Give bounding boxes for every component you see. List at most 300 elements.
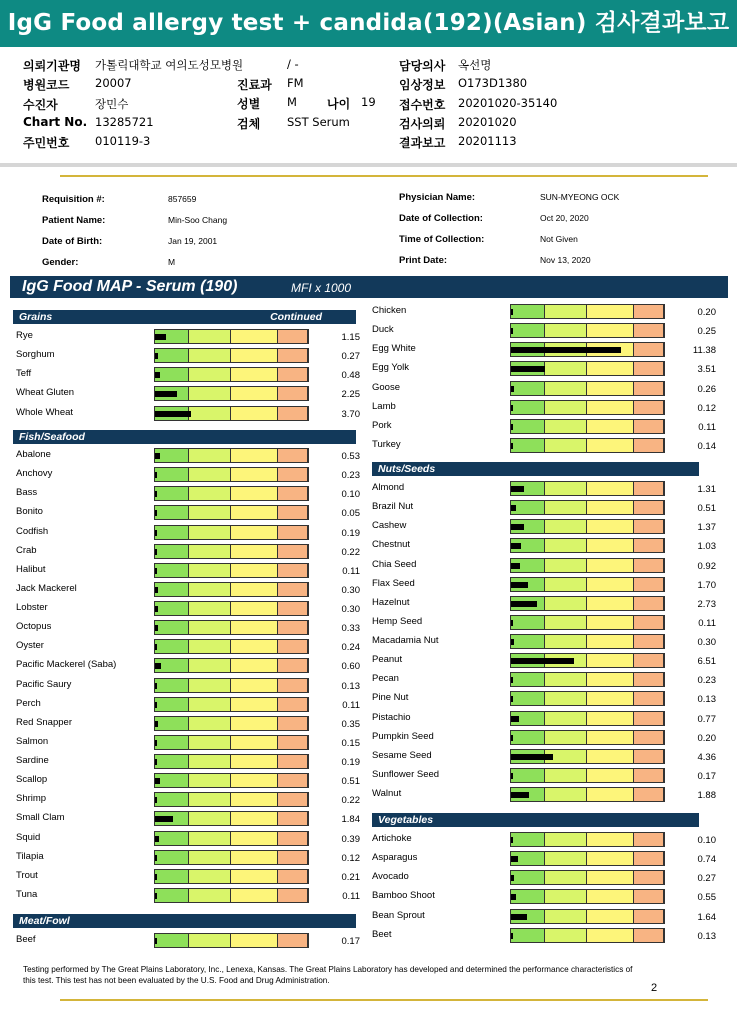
scale-zone-z3 bbox=[587, 616, 634, 629]
result-scale bbox=[510, 381, 665, 396]
requisition-value: Nov 13, 2020 bbox=[540, 255, 591, 265]
result-row bbox=[372, 728, 716, 747]
result-row bbox=[372, 398, 716, 417]
scale-zone-z3 bbox=[231, 793, 278, 806]
result-value: 0.11 bbox=[698, 421, 716, 433]
scale-zone-z4 bbox=[634, 362, 664, 375]
result-value: 0.17 bbox=[697, 770, 716, 782]
result-value: 0.92 bbox=[697, 560, 716, 572]
scale-zone-z3 bbox=[231, 349, 278, 362]
result-scale bbox=[510, 577, 665, 592]
scale-zone-z1 bbox=[155, 487, 189, 500]
result-scale bbox=[154, 933, 309, 948]
scale-zone-z2 bbox=[545, 482, 587, 495]
scale-zone-z2 bbox=[545, 597, 587, 610]
result-scale bbox=[510, 909, 665, 924]
scale-zone-z1 bbox=[511, 439, 545, 452]
result-bar bbox=[155, 510, 157, 516]
header-label: 접수번호 bbox=[399, 97, 446, 112]
food-name: Pumpkin Seed bbox=[372, 730, 434, 742]
result-row bbox=[372, 536, 716, 555]
scale-zone-z1 bbox=[155, 736, 189, 749]
result-bar bbox=[511, 677, 513, 683]
result-scale bbox=[154, 678, 309, 693]
result-value: 3.51 bbox=[697, 364, 716, 376]
scale-zone-z4 bbox=[634, 559, 664, 572]
result-value: 0.11 bbox=[342, 890, 360, 902]
scale-zone-z1 bbox=[155, 832, 189, 845]
result-value: 0.77 bbox=[697, 713, 716, 725]
result-value: 0.12 bbox=[341, 852, 360, 864]
result-row bbox=[16, 523, 360, 542]
page-number: 2 bbox=[651, 982, 658, 994]
scale-zone-z3 bbox=[587, 324, 634, 337]
header-label: 결과보고 bbox=[399, 136, 446, 151]
result-scale bbox=[510, 768, 665, 783]
food-name: Almond bbox=[372, 482, 405, 493]
result-row bbox=[372, 670, 716, 689]
result-value: 0.14 bbox=[697, 440, 716, 452]
result-scale bbox=[154, 773, 309, 788]
result-value: 4.36 bbox=[697, 751, 716, 763]
result-row bbox=[16, 365, 360, 384]
result-value: 1.88 bbox=[697, 790, 716, 802]
result-bar bbox=[155, 530, 157, 536]
scale-zone-z4 bbox=[278, 889, 308, 902]
scale-zone-z4 bbox=[634, 520, 664, 533]
section-header-vegetables bbox=[372, 813, 699, 827]
result-value: 11.38 bbox=[692, 345, 716, 357]
scale-zone-z3 bbox=[231, 487, 278, 500]
food-name: Beet bbox=[372, 928, 392, 940]
scale-zone-z2 bbox=[545, 673, 587, 686]
result-scale bbox=[154, 525, 309, 540]
header-label: 담당의사 bbox=[399, 59, 446, 73]
result-bar bbox=[511, 505, 516, 511]
scale-zone-z1 bbox=[155, 506, 189, 519]
food-name: Red Snapper bbox=[16, 716, 72, 728]
scale-zone-z1 bbox=[155, 679, 189, 692]
scale-zone-z2 bbox=[189, 698, 231, 711]
result-row bbox=[16, 404, 360, 423]
section-header-grains bbox=[13, 310, 356, 324]
result-scale bbox=[510, 558, 665, 573]
result-bar bbox=[511, 543, 521, 549]
scale-zone-z1 bbox=[155, 774, 189, 787]
result-row bbox=[16, 790, 360, 809]
result-scale bbox=[154, 716, 309, 731]
scale-zone-z2 bbox=[545, 788, 587, 801]
result-bar bbox=[511, 837, 513, 843]
result-scale bbox=[510, 419, 665, 434]
scale-zone-z3 bbox=[587, 362, 634, 375]
food-name: Sesame Seed bbox=[372, 749, 432, 761]
scale-zone-z1 bbox=[511, 635, 545, 648]
scale-zone-z3 bbox=[587, 731, 634, 744]
requisition-value: 857659 bbox=[168, 194, 197, 204]
result-bar bbox=[155, 855, 157, 861]
header-value: 옥선명 bbox=[458, 58, 492, 72]
result-scale bbox=[510, 323, 665, 338]
result-value: 0.22 bbox=[341, 546, 360, 558]
result-bar bbox=[511, 856, 518, 862]
result-bar bbox=[155, 491, 157, 497]
scale-zone-z4 bbox=[634, 788, 664, 801]
result-bar bbox=[511, 563, 520, 569]
scale-zone-z3 bbox=[587, 673, 634, 686]
scale-zone-z4 bbox=[278, 851, 308, 864]
scale-zone-z1 bbox=[511, 871, 545, 884]
scale-zone-z3 bbox=[231, 621, 278, 634]
result-row bbox=[372, 907, 716, 926]
food-name: Asparagus bbox=[372, 852, 418, 864]
scale-zone-z3 bbox=[587, 852, 634, 865]
scale-zone-z2 bbox=[545, 501, 587, 514]
scale-zone-z2 bbox=[545, 890, 587, 903]
result-scale bbox=[510, 481, 665, 496]
result-bar bbox=[511, 735, 513, 741]
result-value: 0.30 bbox=[341, 584, 360, 596]
result-row bbox=[372, 379, 716, 398]
scale-zone-z2 bbox=[189, 368, 231, 381]
result-row bbox=[16, 580, 360, 599]
result-row bbox=[372, 785, 716, 804]
scale-zone-z2 bbox=[545, 712, 587, 725]
food-name: Pecan bbox=[372, 673, 399, 685]
scale-zone-z4 bbox=[634, 597, 664, 610]
header-label: 검체 bbox=[237, 116, 261, 131]
food-name: Artichoke bbox=[372, 833, 412, 844]
result-row bbox=[372, 651, 716, 670]
scale-zone-z4 bbox=[278, 506, 308, 519]
scale-zone-z1 bbox=[511, 616, 545, 629]
map-title: IgG Food MAP - Serum (190) bbox=[22, 278, 238, 295]
result-bar bbox=[511, 486, 524, 492]
result-row bbox=[16, 503, 360, 522]
header-label: 의뢰기관명 bbox=[23, 59, 81, 73]
header-separator bbox=[0, 163, 737, 167]
food-name: Lobster bbox=[16, 602, 48, 614]
result-scale bbox=[154, 367, 309, 382]
result-row bbox=[372, 709, 716, 728]
scale-zone-z2 bbox=[545, 852, 587, 865]
result-row bbox=[16, 867, 360, 886]
food-name: Beef bbox=[16, 934, 36, 945]
scale-zone-z2 bbox=[545, 578, 587, 591]
food-name: Rye bbox=[16, 330, 33, 341]
result-scale bbox=[154, 329, 309, 344]
scale-zone-z4 bbox=[634, 501, 664, 514]
requisition-value: Min-Soo Chang bbox=[168, 215, 228, 225]
scale-zone-z4 bbox=[278, 793, 308, 806]
food-name: Small Clam bbox=[16, 812, 65, 824]
scale-zone-z2 bbox=[545, 539, 587, 552]
scale-zone-z4 bbox=[278, 736, 308, 749]
section-title: Fish/Seafood bbox=[19, 431, 85, 443]
scale-zone-z1 bbox=[155, 545, 189, 558]
food-name: Duck bbox=[372, 324, 394, 336]
scale-zone-z2 bbox=[545, 692, 587, 705]
result-scale bbox=[154, 754, 309, 769]
result-bar bbox=[511, 366, 545, 372]
result-value: 0.22 bbox=[341, 795, 360, 807]
scale-zone-z3 bbox=[231, 564, 278, 577]
scale-zone-z4 bbox=[278, 449, 308, 462]
map-title-bar bbox=[10, 276, 728, 298]
scale-zone-z3 bbox=[587, 559, 634, 572]
section-header-meat-fowl bbox=[13, 914, 356, 928]
scale-zone-z3 bbox=[231, 679, 278, 692]
food-name: Pacific Mackerel (Saba) bbox=[16, 659, 117, 671]
scale-zone-z2 bbox=[545, 401, 587, 414]
scale-zone-z3 bbox=[231, 583, 278, 596]
scale-zone-z2 bbox=[189, 468, 231, 481]
result-value: 0.15 bbox=[341, 737, 360, 749]
scale-zone-z2 bbox=[189, 583, 231, 596]
result-row bbox=[372, 359, 716, 378]
requisition-label: Time of Collection: bbox=[399, 234, 485, 245]
scale-zone-z4 bbox=[634, 769, 664, 782]
scale-zone-z4 bbox=[278, 934, 308, 947]
result-scale bbox=[154, 582, 309, 597]
result-bar bbox=[511, 933, 513, 939]
result-scale bbox=[510, 653, 665, 668]
header-value: 13285721 bbox=[95, 114, 154, 129]
result-bar bbox=[155, 334, 166, 340]
result-scale bbox=[154, 620, 309, 635]
food-name: Cashew bbox=[372, 520, 407, 532]
result-scale bbox=[510, 787, 665, 802]
food-name: Egg White bbox=[372, 343, 416, 355]
scale-zone-z4 bbox=[278, 330, 308, 343]
result-value: 0.20 bbox=[697, 732, 716, 744]
result-value: 1.37 bbox=[697, 522, 716, 534]
food-name: Tuna bbox=[16, 888, 38, 900]
result-row bbox=[16, 542, 360, 561]
scale-zone-z1 bbox=[511, 769, 545, 782]
result-scale bbox=[510, 851, 665, 866]
header-label: 주민번호 bbox=[23, 136, 70, 151]
scale-zone-z1 bbox=[155, 564, 189, 577]
scale-zone-z1 bbox=[511, 833, 545, 846]
result-scale bbox=[154, 831, 309, 846]
result-bar bbox=[511, 582, 528, 588]
scale-zone-z4 bbox=[634, 712, 664, 725]
scale-zone-z3 bbox=[231, 659, 278, 672]
scale-zone-z4 bbox=[278, 679, 308, 692]
result-bar bbox=[155, 938, 157, 944]
scale-zone-z4 bbox=[278, 545, 308, 558]
requisition-label: Date of Birth: bbox=[42, 236, 103, 247]
result-row bbox=[372, 479, 716, 498]
scale-zone-z2 bbox=[189, 506, 231, 519]
scale-zone-z3 bbox=[587, 692, 634, 705]
scale-zone-z1 bbox=[155, 602, 189, 615]
scale-zone-z4 bbox=[634, 305, 664, 318]
requisition-label: Print Date: bbox=[399, 255, 448, 266]
food-name: Tilapia bbox=[16, 850, 44, 862]
scale-zone-z4 bbox=[278, 368, 308, 381]
scale-zone-z3 bbox=[587, 382, 634, 395]
food-name: Turkey bbox=[372, 438, 401, 450]
scale-zone-z2 bbox=[545, 305, 587, 318]
result-scale bbox=[510, 634, 665, 649]
section-title: Grains bbox=[19, 311, 53, 323]
food-name: Codfish bbox=[16, 525, 49, 537]
scale-zone-z4 bbox=[278, 812, 308, 825]
scale-zone-z4 bbox=[634, 482, 664, 495]
dept-slash: / - bbox=[287, 57, 299, 71]
scale-zone-z4 bbox=[278, 832, 308, 845]
result-scale bbox=[154, 467, 309, 482]
result-row bbox=[16, 446, 360, 465]
food-name: Abalone bbox=[16, 449, 51, 460]
scale-zone-z3 bbox=[231, 640, 278, 653]
scale-zone-z2 bbox=[545, 833, 587, 846]
scale-zone-z3 bbox=[231, 774, 278, 787]
result-scale bbox=[154, 348, 309, 363]
result-value: 0.51 bbox=[341, 776, 360, 788]
result-row bbox=[16, 618, 360, 637]
result-bar bbox=[511, 347, 621, 353]
scale-zone-z3 bbox=[231, 506, 278, 519]
requisition-label: Gender: bbox=[42, 257, 79, 268]
scale-zone-z4 bbox=[634, 382, 664, 395]
section-title: Nuts/Seeds bbox=[378, 463, 436, 475]
result-scale bbox=[510, 538, 665, 553]
result-scale bbox=[154, 888, 309, 903]
result-bar bbox=[155, 625, 158, 631]
result-row bbox=[372, 613, 716, 632]
result-value: 0.26 bbox=[697, 383, 716, 395]
result-value: 0.23 bbox=[697, 675, 716, 687]
food-name: Bean Sprout bbox=[372, 909, 425, 921]
result-value: 0.39 bbox=[341, 833, 360, 845]
scale-zone-z1 bbox=[511, 501, 545, 514]
food-name: Crab bbox=[16, 544, 37, 556]
result-scale bbox=[154, 792, 309, 807]
scale-zone-z1 bbox=[155, 368, 189, 381]
result-bar bbox=[155, 740, 157, 746]
food-name: Chia Seed bbox=[372, 558, 417, 570]
scale-zone-z3 bbox=[587, 788, 634, 801]
header-value: 010119-3 bbox=[95, 134, 151, 149]
scale-zone-z1 bbox=[511, 731, 545, 744]
result-bar bbox=[511, 658, 574, 664]
result-bar bbox=[155, 874, 157, 880]
scale-zone-z3 bbox=[587, 501, 634, 514]
scale-zone-z4 bbox=[634, 890, 664, 903]
header-label: 진료과 bbox=[237, 78, 272, 92]
result-value: 0.17 bbox=[341, 936, 360, 947]
scale-zone-z3 bbox=[587, 578, 634, 591]
section-header-nuts-seeds bbox=[372, 462, 699, 476]
scale-zone-z4 bbox=[634, 401, 664, 414]
result-bar bbox=[155, 568, 157, 574]
scale-zone-z4 bbox=[278, 468, 308, 481]
scale-zone-z2 bbox=[189, 487, 231, 500]
scale-zone-z3 bbox=[587, 929, 634, 942]
scale-zone-z2 bbox=[189, 851, 231, 864]
result-bar bbox=[155, 721, 158, 727]
scale-zone-z4 bbox=[634, 439, 664, 452]
scale-zone-z1 bbox=[155, 468, 189, 481]
result-value: 0.23 bbox=[341, 470, 360, 482]
result-value: 2.73 bbox=[697, 598, 716, 610]
scale-zone-z3 bbox=[231, 698, 278, 711]
result-bar bbox=[511, 620, 513, 626]
result-row bbox=[16, 809, 360, 828]
scale-zone-z4 bbox=[634, 910, 664, 923]
scale-zone-z3 bbox=[587, 420, 634, 433]
scale-zone-z1 bbox=[155, 349, 189, 362]
food-name: Sardine bbox=[16, 755, 49, 767]
header-value: SST Serum bbox=[287, 114, 350, 129]
food-name: Walnut bbox=[372, 788, 402, 800]
scale-zone-z2 bbox=[189, 330, 231, 343]
scale-zone-z2 bbox=[189, 640, 231, 653]
result-value: 0.27 bbox=[341, 351, 360, 363]
requisition-label: Patient Name: bbox=[42, 215, 106, 226]
result-bar bbox=[511, 639, 514, 645]
food-name: Wheat Gluten bbox=[16, 387, 75, 399]
result-bar bbox=[511, 405, 513, 411]
scale-zone-z2 bbox=[545, 910, 587, 923]
scale-zone-z2 bbox=[189, 679, 231, 692]
scale-zone-z2 bbox=[545, 420, 587, 433]
scale-zone-z2 bbox=[189, 407, 231, 420]
result-scale bbox=[510, 691, 665, 706]
scale-zone-z2 bbox=[189, 870, 231, 883]
scale-zone-z3 bbox=[587, 833, 634, 846]
header-value: 20201020-35140 bbox=[458, 95, 558, 110]
result-bar bbox=[511, 328, 513, 334]
scale-zone-z1 bbox=[155, 870, 189, 883]
scale-zone-z4 bbox=[634, 871, 664, 884]
scale-zone-z2 bbox=[189, 564, 231, 577]
food-name: Shrimp bbox=[16, 793, 47, 805]
result-scale bbox=[154, 601, 309, 616]
result-value: 0.13 bbox=[697, 930, 716, 942]
scale-zone-z2 bbox=[545, 559, 587, 572]
result-value: 0.05 bbox=[341, 508, 360, 520]
result-bar bbox=[511, 875, 514, 881]
result-value: 1.31 bbox=[697, 484, 716, 495]
scale-zone-z1 bbox=[511, 401, 545, 414]
result-row bbox=[16, 848, 360, 867]
result-bar bbox=[155, 663, 161, 669]
scale-zone-z4 bbox=[278, 583, 308, 596]
scale-zone-z1 bbox=[511, 673, 545, 686]
result-row bbox=[16, 829, 360, 848]
result-row bbox=[16, 771, 360, 790]
scale-zone-z3 bbox=[231, 889, 278, 902]
scale-zone-z3 bbox=[587, 305, 634, 318]
result-scale bbox=[154, 563, 309, 578]
scale-zone-z2 bbox=[545, 635, 587, 648]
result-row bbox=[16, 676, 360, 695]
scale-zone-z3 bbox=[231, 736, 278, 749]
scale-zone-z4 bbox=[634, 731, 664, 744]
result-row bbox=[372, 302, 716, 321]
scale-zone-z1 bbox=[155, 755, 189, 768]
food-name: Peanut bbox=[372, 654, 403, 666]
scale-zone-z2 bbox=[545, 439, 587, 452]
result-row bbox=[372, 849, 716, 868]
food-name: Hazelnut bbox=[372, 596, 410, 608]
food-name: Teff bbox=[16, 368, 32, 380]
scale-zone-z3 bbox=[587, 871, 634, 884]
